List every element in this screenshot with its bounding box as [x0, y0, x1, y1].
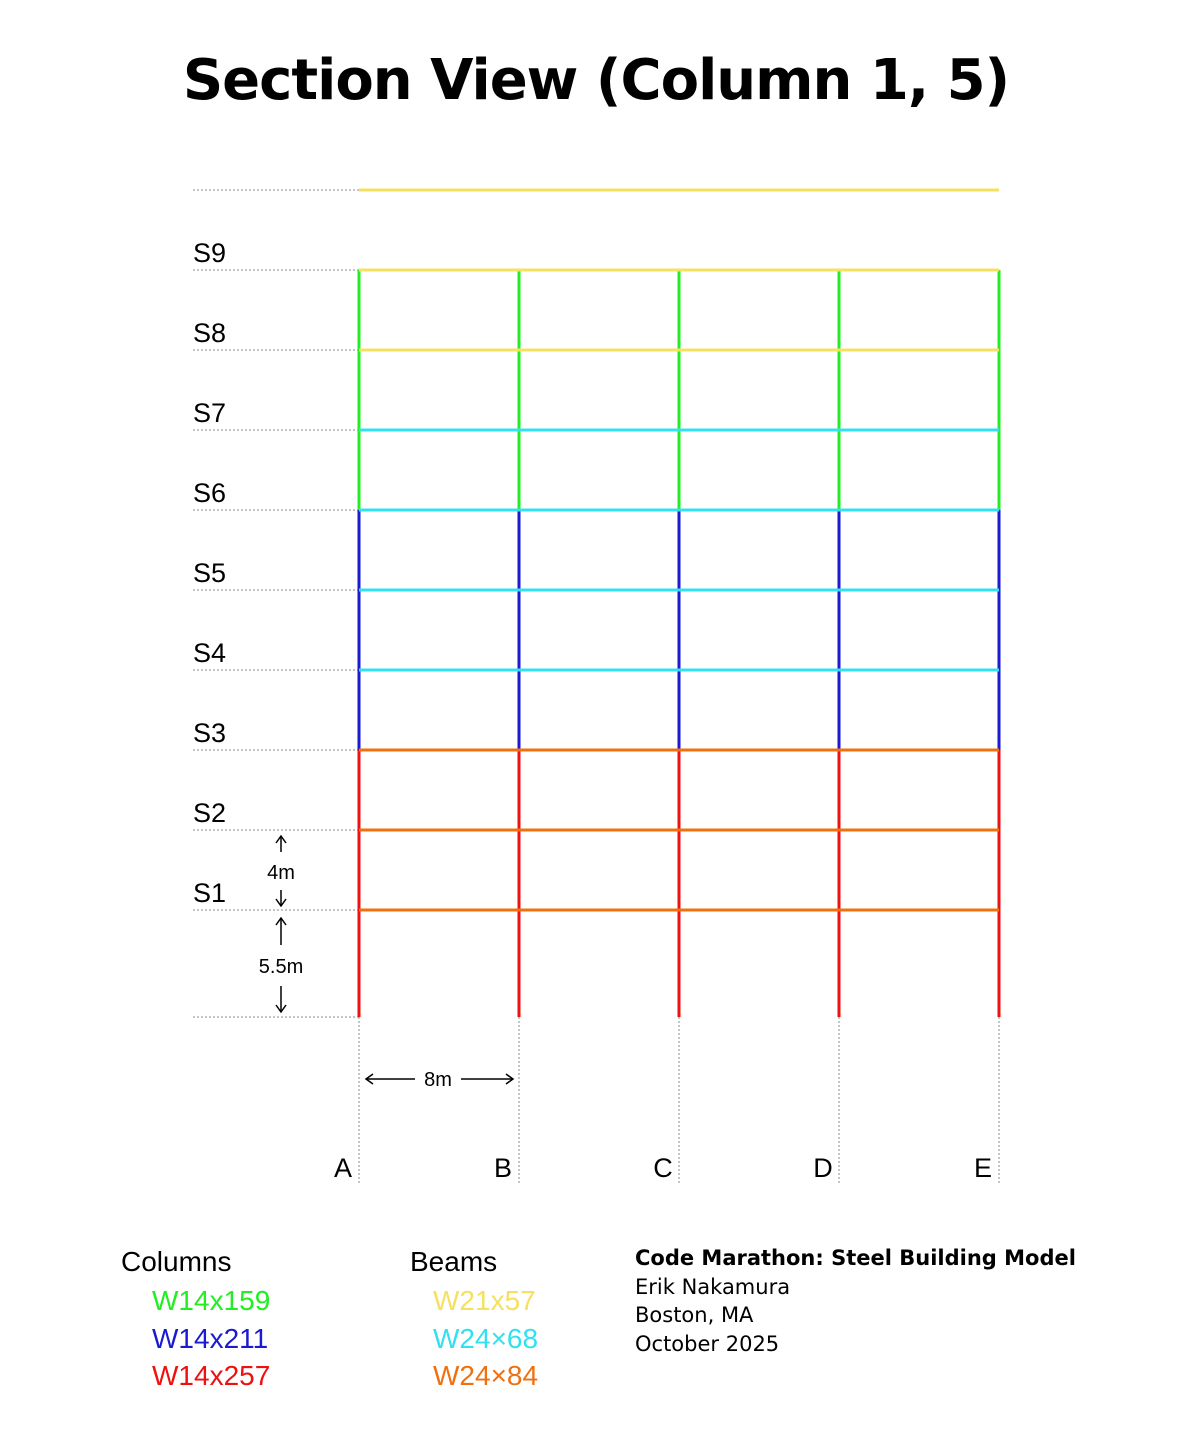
dim-8m-label: 8m	[424, 1069, 452, 1091]
story-label-s2: S2	[193, 798, 227, 828]
legend-beam-w24x68: W24×68	[433, 1323, 539, 1354]
legend-beam-w24x84: W24×84	[433, 1360, 539, 1391]
dim-5-5m-label: 5.5m	[258, 956, 304, 978]
project-date: October 2025	[635, 1332, 780, 1356]
story-label-s1: S1	[193, 878, 227, 908]
page-title: Section View (Column 1, 5)	[182, 48, 1010, 113]
beams-legend-heading: Beams	[410, 1246, 498, 1277]
columns-legend-heading: Columns	[121, 1246, 232, 1277]
story-label-s7: S7	[193, 398, 227, 428]
gridlines	[359, 1017, 999, 1185]
gridline-label-b: B	[493, 1153, 513, 1183]
legend-column-w14x159: W14x159	[152, 1285, 271, 1316]
project-location: Boston, MA	[635, 1303, 754, 1327]
legend-beam-w21x57: W21x57	[433, 1285, 536, 1316]
gridline-label-d: D	[813, 1153, 833, 1183]
dim-4m-label: 4m	[267, 862, 295, 884]
story-label-s6: S6	[193, 478, 227, 508]
story-label-s8: S8	[193, 318, 227, 348]
gridline-label-c: C	[653, 1153, 673, 1183]
project-author: Erik Nakamura	[635, 1275, 791, 1299]
legend-column-w14x211: W14x211	[152, 1323, 269, 1354]
dimensions	[259, 836, 513, 1091]
legend-column-w14x257: W14x257	[152, 1360, 271, 1391]
story-label-s9: S9	[193, 238, 227, 268]
gridline-label-a: A	[333, 1153, 353, 1183]
labels	[193, 238, 992, 1183]
story-label-s3: S3	[193, 718, 227, 748]
project-title: Code Marathon: Steel Building Model	[635, 1246, 1076, 1270]
story-label-s4: S4	[193, 638, 227, 668]
gridline-label-e: E	[973, 1153, 993, 1183]
columns	[359, 270, 999, 1017]
story-label-s5: S5	[193, 558, 227, 588]
